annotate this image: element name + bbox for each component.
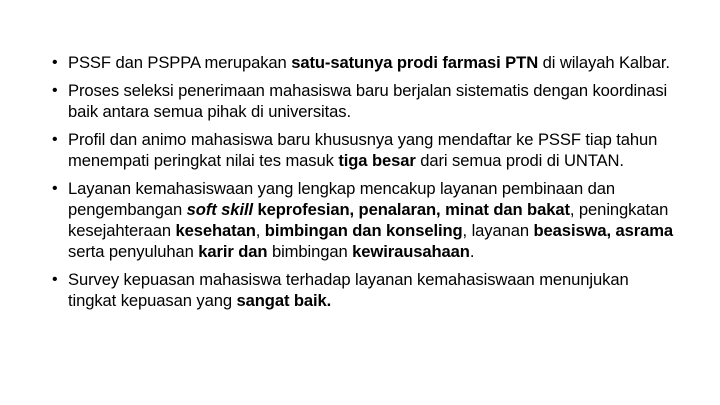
bullet-text-segment: di wilayah Kalbar.: [538, 53, 670, 72]
bullet-text-segment: PSSF dan PSPPA merupakan: [68, 53, 292, 72]
bullet-text-segment: karir dan: [198, 242, 268, 261]
bullet-text-segment: serta penyuluhan: [68, 242, 199, 261]
bullet-item: [50, 52, 680, 73]
bullet-text-segment: keprofesian, penalaran, minat dan bakat: [252, 200, 570, 219]
bullet-text-segment: tiga besar: [338, 151, 416, 170]
bullet-item: [50, 269, 680, 311]
bullet-text-segment: dari semua prodi di UNTAN.: [415, 151, 624, 170]
bullet-text-segment: kewirausahaan: [352, 242, 470, 261]
bullet-text-segment: soft skill: [186, 200, 253, 219]
bullet-text-segment: ,: [255, 221, 265, 240]
bullet-text-segment: .: [469, 242, 475, 261]
bullet-dot-icon: •: [52, 82, 58, 99]
bullet-text-segment: Proses seleksi penerimaan mahasiswa baru berjalan sistematis dengan koordinasi baik antara semua pihak di universitas.: [68, 81, 668, 121]
bullet-dot-icon: •: [52, 131, 58, 148]
bullet-text-segment: Profil dan animo mahasiswa baru khususnya yang mendaftar ke PSSF tiap tahun menempati peringkat nilai tes masuk: [68, 130, 658, 170]
bullet-item: [50, 178, 680, 262]
bullet-text-segment: beasiswa, asrama: [533, 221, 674, 240]
bullet-text-segment: bimbingan dan konseling: [264, 221, 463, 240]
bullet-text-segment: sangat baik.: [236, 291, 332, 310]
bullet-text-segment: , peningkatan kesejahteraan: [68, 200, 669, 240]
bullet-text-segment: bimbingan: [267, 242, 353, 261]
bullet-text-segment: Layanan kemahasiswaan yang lengkap mencakup layanan pembinaan dan pengembangan: [68, 179, 616, 219]
bullet-text-segment: , layanan: [462, 221, 534, 240]
bullet-text-segment: satu-satunya prodi farmasi PTN: [291, 53, 539, 72]
bullet-text-segment: Survey kepuasan mahasiswa terhadap layanan kemahasiswaan menunjukan tingkat kepuasan yang: [68, 270, 629, 310]
bullet-item: [50, 129, 680, 171]
bullet-dot-icon: •: [52, 54, 58, 71]
bullet-dot-icon: •: [52, 271, 58, 288]
bullet-list: [50, 52, 680, 318]
bullet-text-segment: kesehatan: [175, 221, 256, 240]
bullet-dot-icon: •: [52, 180, 58, 197]
bullet-item: [50, 80, 680, 122]
